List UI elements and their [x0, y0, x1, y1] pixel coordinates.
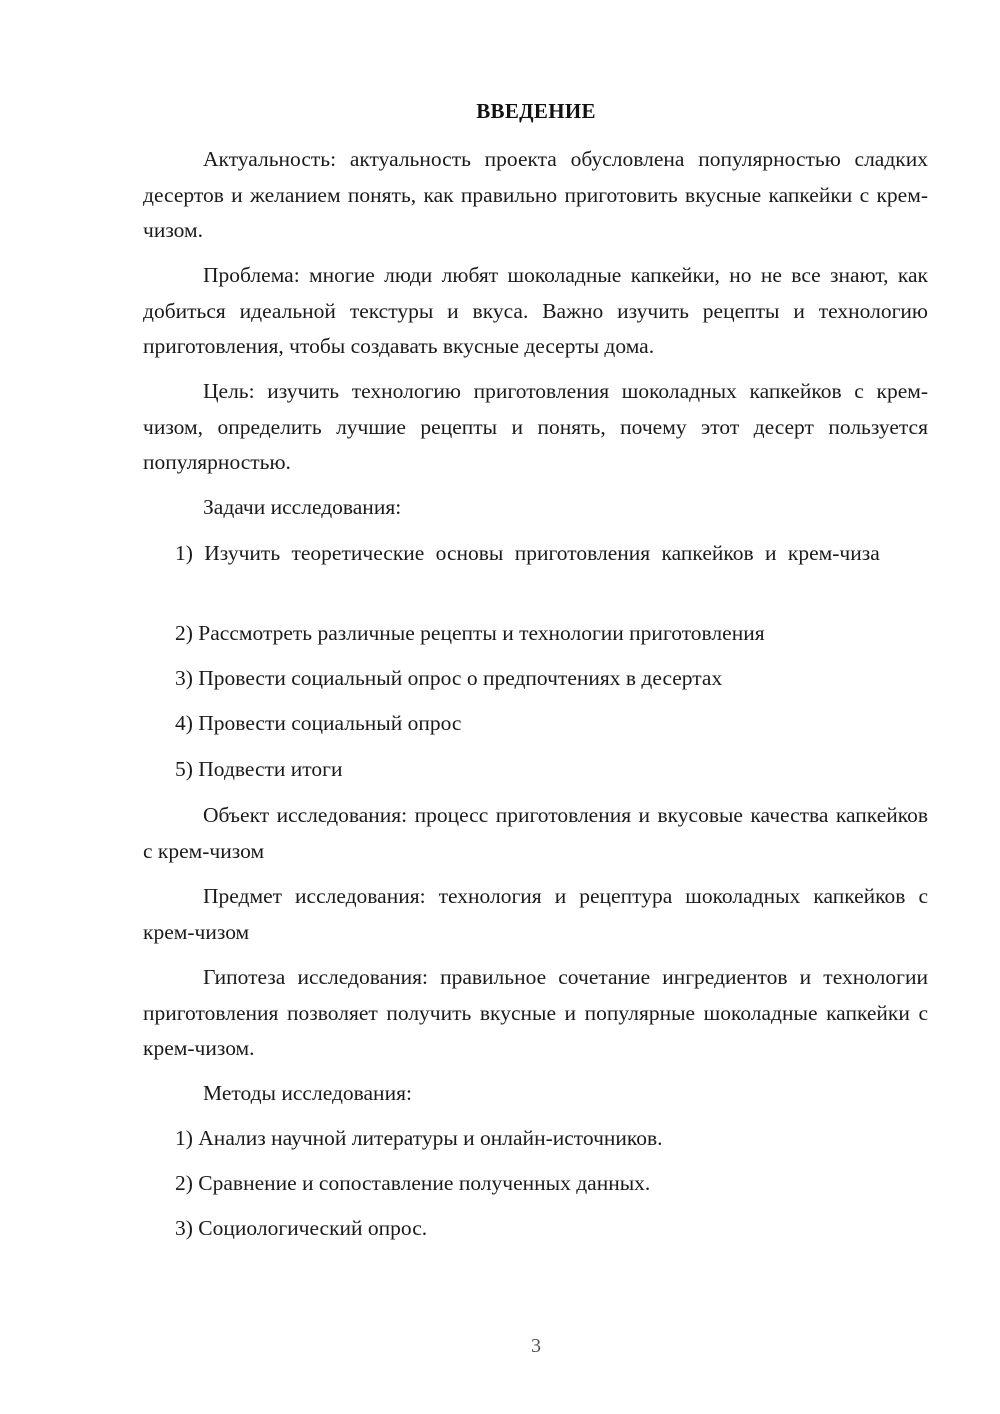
method-item: 3) Социологический опрос.	[175, 1216, 428, 1240]
task-item: 4) Провести социальный опрос	[175, 711, 462, 735]
task-item: 5) Подвести итоги	[175, 757, 343, 781]
page-number: 3	[531, 1335, 541, 1357]
paragraph-hypothesis: Гипотеза исследования: правильное сочетание ингредиентов и технологии приготовления позволяет получить вкусные и популярные шоколадные капкейки с крем-чизом.	[143, 965, 928, 1060]
tasks-heading: Задачи исследования:	[203, 495, 402, 519]
page-title: ВВЕДЕНИЕ	[476, 99, 596, 123]
paragraph-goal: Цель: изучить технологию приготовления шоколадных капкейков с крем-чизом, определить лучшие рецепты и понять, почему этот десерт пользуется популярностью.	[143, 379, 928, 474]
paragraph-problem: Проблема: многие люди любят шоколадные капкейки, но не все знают, как добиться идеальной текстуры и вкуса. Важно изучить рецепты и технологию приготовления, чтобы создавать вкусные десерты дома.	[143, 263, 928, 358]
task-item: 1) Изучить теоретические основы приготовления капкейков и крем-чиза	[175, 541, 880, 565]
task-item: 3) Провести социальный опрос о предпочтениях в десертах	[175, 666, 723, 690]
paragraph-object: Объект исследования: процесс приготовления и вкусовые качества капкейков с крем-чизом	[143, 803, 928, 863]
method-item: 1) Анализ научной литературы и онлайн-источников.	[175, 1126, 663, 1150]
paragraph-relevance: Актуальность: актуальность проекта обусловлена популярностью сладких десертов и желанием понять, как правильно приготовить вкусные капкейки с крем-чизом.	[143, 147, 928, 242]
task-item: 2) Рассмотреть различные рецепты и технологии приготовления	[175, 621, 765, 645]
paragraph-subject: Предмет исследования: технология и рецептура шоколадных капкейков с крем-чизом	[143, 884, 928, 944]
methods-heading: Методы исследования:	[203, 1081, 412, 1105]
method-item: 2) Сравнение и сопоставление полученных данных.	[175, 1171, 651, 1195]
